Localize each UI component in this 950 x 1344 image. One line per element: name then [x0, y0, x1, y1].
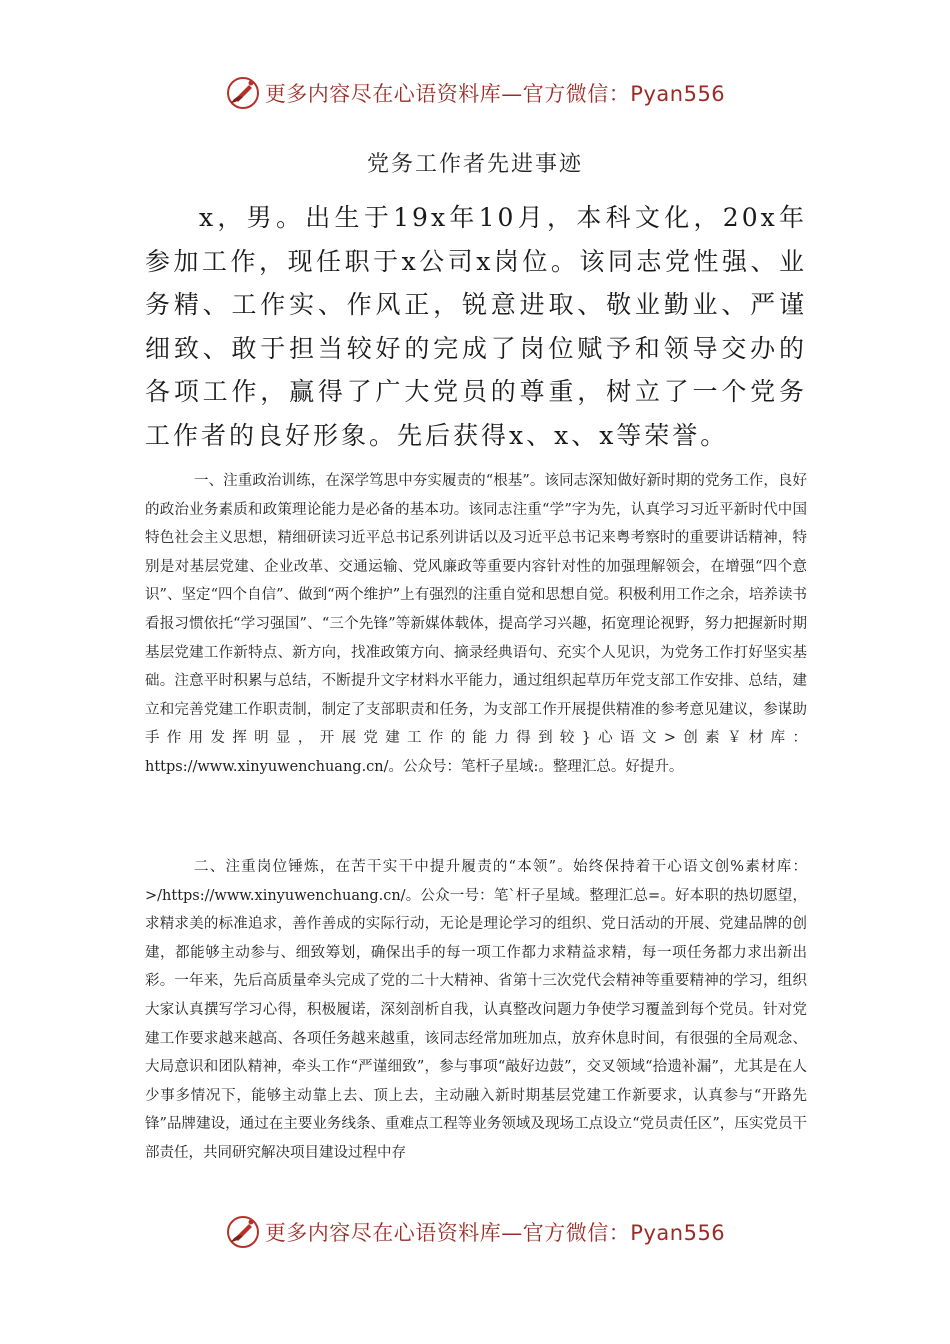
header-banner [0, 73, 950, 113]
header-banner-text: 更多内容尽在心语资料库—官方微信：Pyan556 [264, 82, 726, 106]
pen-hand-logo-icon [225, 75, 261, 111]
header-banner-content [225, 75, 725, 111]
footer-banner-text: 更多内容尽在心语资料库—官方微信：Pyan556 [264, 1221, 726, 1245]
section-1-paragraph: 一、注重政治训练，在深学笃思中夯实履责的“根基”。该同志深知做好新时期的党务工作，良好的政治业务素质和政策理论能力是必备的基本功。该同志注重“学”字为先，认真学习习近平新时代中国特色社会主义思想，精细研读习近平总书记系列讲话以及习近平总书记来粤考察时的重要讲话精神，特别是对基层党建、企业改革、交通运输、党风廉政等重要内容针对性的加强理解领会，在增强“四个意识”、坚定“四个自信”、做到“两个维护”上有强烈的注重自觉和思想自觉。积极利用工作之余，培养读书看报习惯依托“学习强国”、“三个先锋”等新媒体载体，提高学习兴趣，拓宽理论视野，努力把握新时期基层党建工作新特点、新方向，找准政策方向、摘录经典语句、充实个人见识，为党务工作打好坚实基础。注意平时积累与总结，不断提升文字材料水平能力，通过组织起草历年党支部工作安排、总结，建立和完善党建工作职责制，制定了支部职责和任务，为支部工作开展提供精准的参考意见建议，参谋助手作用发挥明显，开展党建工作的能力得到较}心语文>创素￥材库：https://www.xinyuwenchuang.cn/。公众号：笔杆子星域:。整理汇总。好提升。 [145, 473, 807, 775]
section-2-paragraph: 二、注重岗位锤炼，在苦干实干中提升履责的“本领”。始终保持着干心语文创%素材库：>/https://www.xinyuwenchuang.cn/。公众一号：笔`杆子星域。整理汇总=。好本职的热切愿望，求精求美的标准追求，善作善成的实际行动，无论是理论学习的组织、党日活动的开展、党建品牌的创建，都能够主动参与、细致筹划，确保出手的每一项工作都力求精益求精，每一项任务都力求出新出彩。一年来，先后高质量牵头完成了党的二十大精神、省第十三次党代会精神等重要精神的学习，组织大家认真撰写学习心得，积极履诺，深刻剖析自我，认真整改问题力争使学习覆盖到每个党员。针对党建工作要求越来越高、各项任务越来越重，该同志经常加班加点，放弃休息时间，有很强的全局观念、大局意识和团队精神，牵头工作“严谨细致”，参与事项“敲好边鼓”，交叉领域“拾遗补漏”，尤其是在人少事多情况下，能够主动靠上去、顶上去，主动融入新时期基层党建工作新要求，认真参与“开路先锋”品牌建设，通过在主要业务线条、重难点工程等业务领域及现场工点设立“党员责任区”，压实党员干部责任，共同研究解决项目建设过程中存 [145, 859, 807, 1161]
footer-banner [0, 1212, 950, 1252]
document-title: 党务工作者先进事迹 [366, 152, 583, 177]
footer-banner-content [225, 1214, 725, 1250]
intro-paragraph: x，男。出生于19x年10月，本科文化，20x年参加工作，现任职于x公司x岗位。该同志党性强、业务精、工作实、作风正，锐意进取、敬业勤业、严谨细致、敢于担当较好的完成了岗位赋予和领导交办的各项工作，赢得了广大党员的尊重，树立了一个党务工作者的良好形象。先后获得x、x、x等荣誉。 [145, 203, 807, 450]
pen-hand-logo-icon [225, 1214, 261, 1250]
